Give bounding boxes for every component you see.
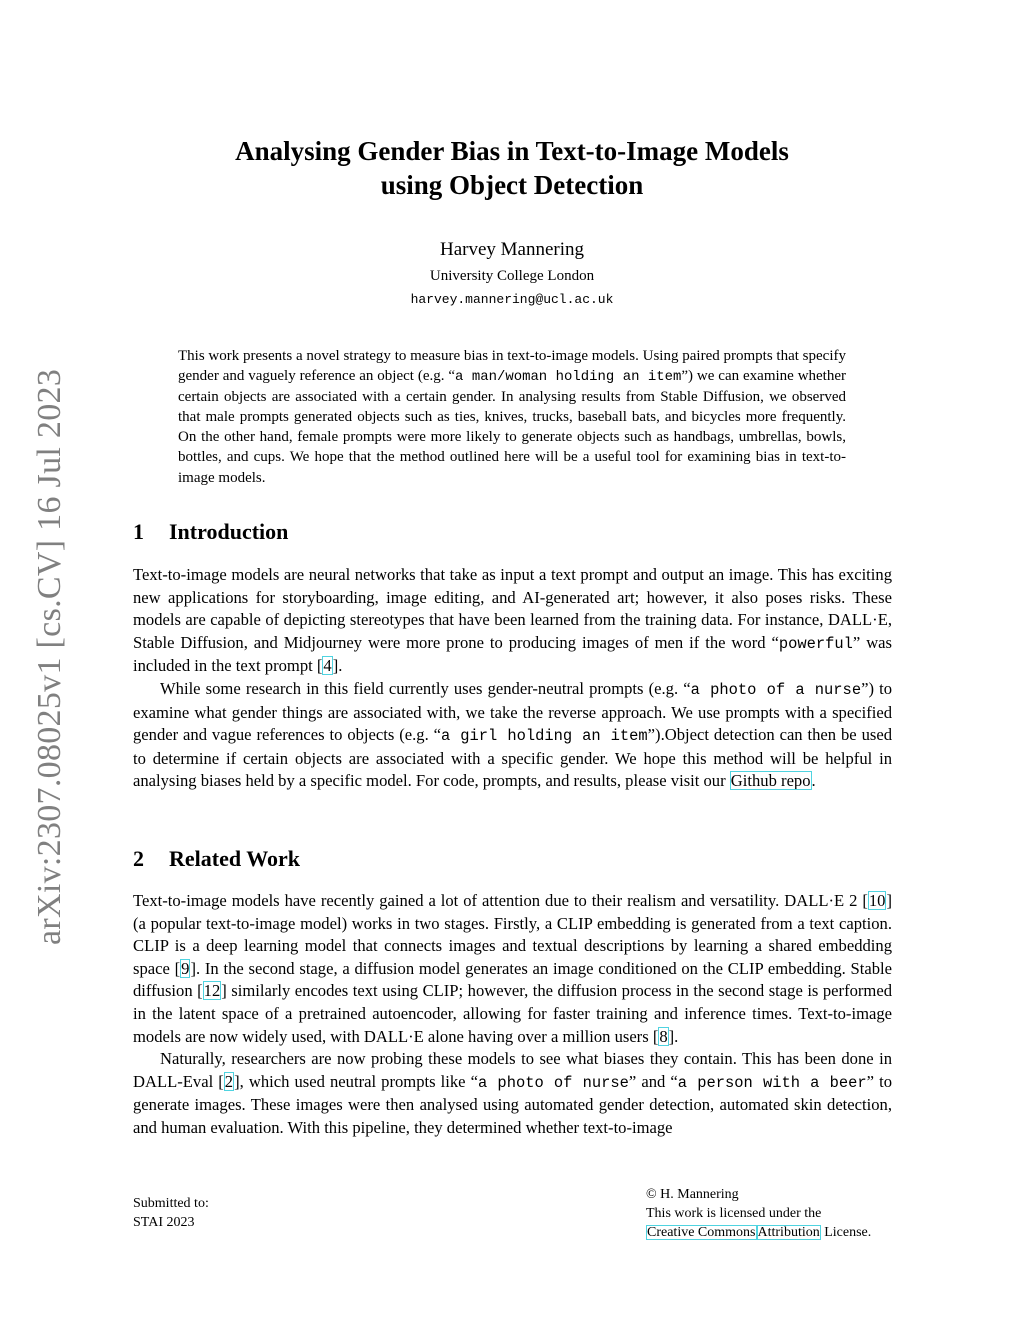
section-number: 2 (133, 846, 144, 871)
license-note (646, 1185, 871, 1242)
citation-link[interactable]: 12 (203, 981, 221, 1001)
text-run: ] (a popular text-to-image model) works in two stages. Firstly, a CLIP embedding is generated from a text caption. CLIP is a deep learning model that connects images and textual descriptions by learning a shared embedding space [ (133, 891, 892, 978)
citation-link[interactable]: 4 (323, 656, 332, 676)
inline-code: powerful (778, 634, 853, 653)
arxiv-stamp: arXiv:2307.08025v1 [cs.CV] 16 Jul 2023 (31, 368, 68, 945)
license-suffix: License. (820, 1225, 872, 1240)
inline-code: a girl holding an item (441, 727, 648, 746)
citation-link[interactable]: 10 (868, 891, 886, 910)
author-affiliation: University College London (429, 268, 595, 284)
text-run: ”) to examine what gender things are associated with, we take the reverse approach. We use prompts with a specified gender and vague references to objects (e.g. “ (133, 678, 892, 745)
text-run: ” to generate images. These images were then analysed using automated gender detection, automated skin detection, and human evaluation. With this pipeline, they determined whether text-to-image (133, 1071, 892, 1137)
license-text: This work is licensed under the (646, 1206, 822, 1221)
abstract-code: a man/woman holding an item (455, 369, 682, 386)
text-run: Text-to-image models have recently gained a lot of attention due to their realism and versatility. DALL·E 2 [ (133, 891, 868, 910)
venue: STAI 2023 (133, 1215, 195, 1230)
introduction-body (133, 564, 892, 793)
text-run: While some research in this field currently uses gender-neutral prompts (e.g. “ (160, 678, 691, 698)
paragraph (133, 890, 892, 1048)
text-run: ”).Object detection can then be used to determine if certain objects are associated with a specific gender. We hope this method will be helpful in analysing biases held by a specific model. For code, prompts, and results, please visit our (133, 725, 892, 791)
text-run: ], which used neutral prompts like “ (234, 1071, 478, 1091)
abstract-text: This work presents a novel strategy to measure bias in text-to-image models. Using paired prompts that specify gender and vaguely reference an object (e.g. “ (178, 348, 846, 385)
attribution-link[interactable]: Attribution (757, 1225, 820, 1240)
section-title: Introduction (169, 519, 289, 544)
copyright: © H. Mannering (646, 1187, 739, 1202)
text-run: ] similarly encodes text using CLIP; however, the diffusion process in the second stage is performed in the latent space of a pretrained autoencoder, allowing for faster training and inference times. Text-to-image models are now widely used, with DALL·E alone having over a million users [ (133, 981, 892, 1046)
title-line-2: using Object Detection (380, 170, 644, 200)
citation-link[interactable]: 8 (659, 1026, 668, 1046)
related-work-body (133, 890, 892, 1140)
paragraph (133, 1048, 892, 1139)
inline-code: a person with a beer (677, 1073, 867, 1092)
submitted-label: Submitted to: (133, 1196, 209, 1211)
author-name: Harvey Mannering (439, 239, 585, 260)
title-line-1: Analysing Gender Bias in Text-to-Image Models (235, 136, 789, 166)
github-repo-link[interactable]: Github repo (730, 771, 811, 791)
paper-title (150, 134, 874, 202)
section-title: Related Work (169, 846, 300, 871)
author-email: harvey.mannering@ucl.ac.uk (410, 292, 614, 307)
abstract-text: ”) we can examine whether certain objects are associated with a certain gender. In analysing results from Stable Diffusion, we observed that male prompts generated objects such as ties, knives, trucks, baseball bats, and bicycles more frequently. On the other hand, female prompts were more likely to generate objects such as handbags, umbrellas, bowls, bottles, and cups. We hope that the method outlined here will be a useful tool for examining bias in text-to-image models. (178, 368, 847, 486)
license-line (646, 1223, 871, 1242)
citation-link[interactable]: 9 (181, 958, 190, 978)
section-number: 1 (133, 519, 144, 544)
text-run: ” was included in the text prompt [ (133, 632, 892, 676)
text-run: ]. (668, 1026, 679, 1046)
paragraph (133, 678, 892, 793)
text-run: Naturally, researchers are now probing these models to see what biases they contain. This has been done in DALL-Eval [ (133, 1049, 892, 1091)
text-run: ]. (332, 656, 343, 676)
section-heading-introduction (133, 518, 893, 546)
text-run: ]. In the second stage, a diffusion model generates an image conditioned on the CLIP embedding. Stable diffusion [ (133, 958, 893, 1001)
submission-note (133, 1194, 209, 1232)
paragraph (133, 564, 892, 678)
text-run: ” and “ (628, 1071, 678, 1091)
creative-commons-link[interactable]: Creative Commons (647, 1225, 756, 1240)
citation-link[interactable]: 2 (224, 1071, 234, 1091)
section-heading-related-work (133, 845, 893, 873)
text-run: Text-to-image models are neural networks that take as input a text prompt and output an image. This has exciting new applications for storyboarding, image editing, and AI-generated art; however, it also poses risks. These models are capable of depicting stereotypes that have been learned from the training data. For instance, DALL·E, Stable Diffusion, and Midjourney were more prone to producing images of men if the word “ (133, 565, 892, 652)
inline-code: a photo of nurse (477, 1073, 629, 1092)
abstract (178, 346, 846, 488)
inline-code: a photo of a nurse (690, 680, 862, 699)
text-run: . (811, 771, 816, 791)
